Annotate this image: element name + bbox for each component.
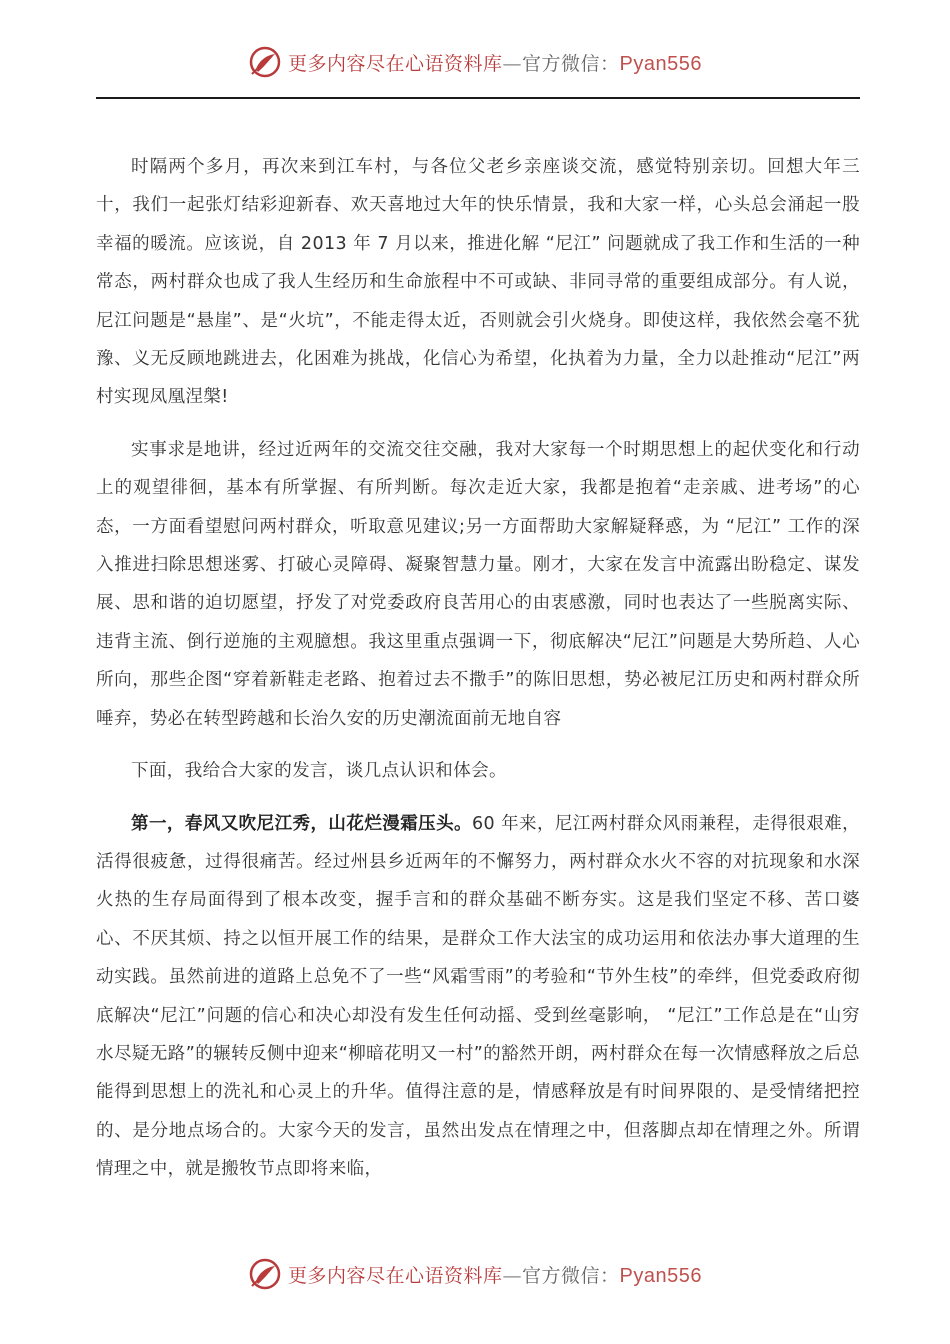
- footer-banner-main: 更多内容尽在心语资料库: [288, 1264, 503, 1287]
- paragraph-3: 下面，我给合大家的发言，谈几点认识和体会。: [131, 761, 507, 782]
- document-body: [96, 148, 860, 1203]
- footer-banner-text: [288, 1261, 702, 1288]
- footer-banner-label: 官方微信：: [522, 1264, 620, 1287]
- header-banner-dash: —: [502, 52, 523, 75]
- header-banner-id: Pyan556: [619, 52, 702, 75]
- header-banner-main: 更多内容尽在心语资料库: [288, 52, 503, 75]
- header-banner-label: 官方微信：: [522, 52, 620, 75]
- header-banner-text: [288, 49, 702, 76]
- paragraph-4-text: 60 年来，尼江两村群众风雨兼程，走得很艰难，活得很疲惫，过得很痛苦。经过州县乡近两年的不懈努力，两村群众水火不容的对抗现象和水深火热的生存局面得到了根本改变，握手言和的群众基础不断夯实。这是我们坚定不移、苦口婆心、不厌其烦、持之以恒开展工作的结果，是群众工作大法宝的成功运用和依法办事大道理的生动实践。虽然前进的道路上总免不了一些“风霜雪雨”的考验和“节外生枝”的牵绊，但党委政府彻底解决“尼江”问题的信心和决心却没有发生任何动摇、受到丝毫影响， “尼江”工作总是在“山穷水尽疑无路”的辗转反侧中迎来“柳暗花明又一村”的豁然开朗，两村群众在每一次情感释放之后总能得到思想上的洗礼和心灵上的升华。值得注意的是，情感释放是有时间界限的、是受情绪把控的、是分地点场合的。大家今天的发言，虽然出发点在情理之中，但落脚点却在情理之外。所谓情理之中，就是搬牧节点即将来临，: [96, 813, 860, 1180]
- paragraph-1: 时隔两个多月，再次来到江车村，与各位父老乡亲座谈交流，感觉特别亲切。回想大年三十，我们一起张灯结彩迎新春、欢天喜地过大年的快乐情景，我和大家一样，心头总会涌起一股幸福的暖流。应该说，自 2013 年 7 月以来，推进化解 “尼江” 问题就成了我工作和生活的一种常态，两村群众也成了我人生经历和生命旅程中不可或缺、非同寻常的重要组成部分。有人说，尼江问题是“悬崖”、是“火坑”，不能走得太近，否则就会引火烧身。即使这样，我依然会毫不犹豫、义无反顾地跳进去，化困难为挑战，化信心为希望，化执着为力量，全力以赴推动“尼江”两村实现凤凰涅槃!: [96, 157, 860, 408]
- header-banner: [0, 42, 950, 82]
- paragraph-4: [96, 805, 860, 1189]
- section-heading-1: 第一，春风又吹尼江秀，山花烂漫霜压头。: [131, 813, 473, 834]
- header-divider: [96, 97, 860, 99]
- footer-banner-id: Pyan556: [619, 1264, 702, 1287]
- brand-logo-icon: [248, 1257, 282, 1291]
- footer-banner-dash: —: [502, 1264, 523, 1287]
- footer-banner: [0, 1254, 950, 1294]
- brand-logo-icon: [248, 45, 282, 79]
- paragraph-2: 实事求是地讲，经过近两年的交流交往交融，我对大家每一个时期思想上的起伏变化和行动上的观望徘徊，基本有所掌握、有所判断。每次走近大家，我都是抱着“走亲戚、进考场”的心态，一方面看望慰问两村群众，听取意见建议;另一方面帮助大家解疑释惑，为 “尼江” 工作的深入推进扫除思想迷雾、打破心灵障碍、凝聚智慧力量。刚才，大家在发言中流露出盼稳定、谋发展、思和谐的迫切愿望，抒发了对党委政府良苦用心的由衷感激，同时也表达了一些脱离实际、违背主流、倒行逆施的主观臆想。我这里重点强调一下，彻底解决“尼江”问题是大势所趋、人心所向，那些企图“穿着新鞋走老路、抱着过去不撒手”的陈旧思想，势必被尼江历史和两村群众所唾弃，势必在转型跨越和长治久安的历史潮流面前无地自容: [96, 439, 860, 729]
